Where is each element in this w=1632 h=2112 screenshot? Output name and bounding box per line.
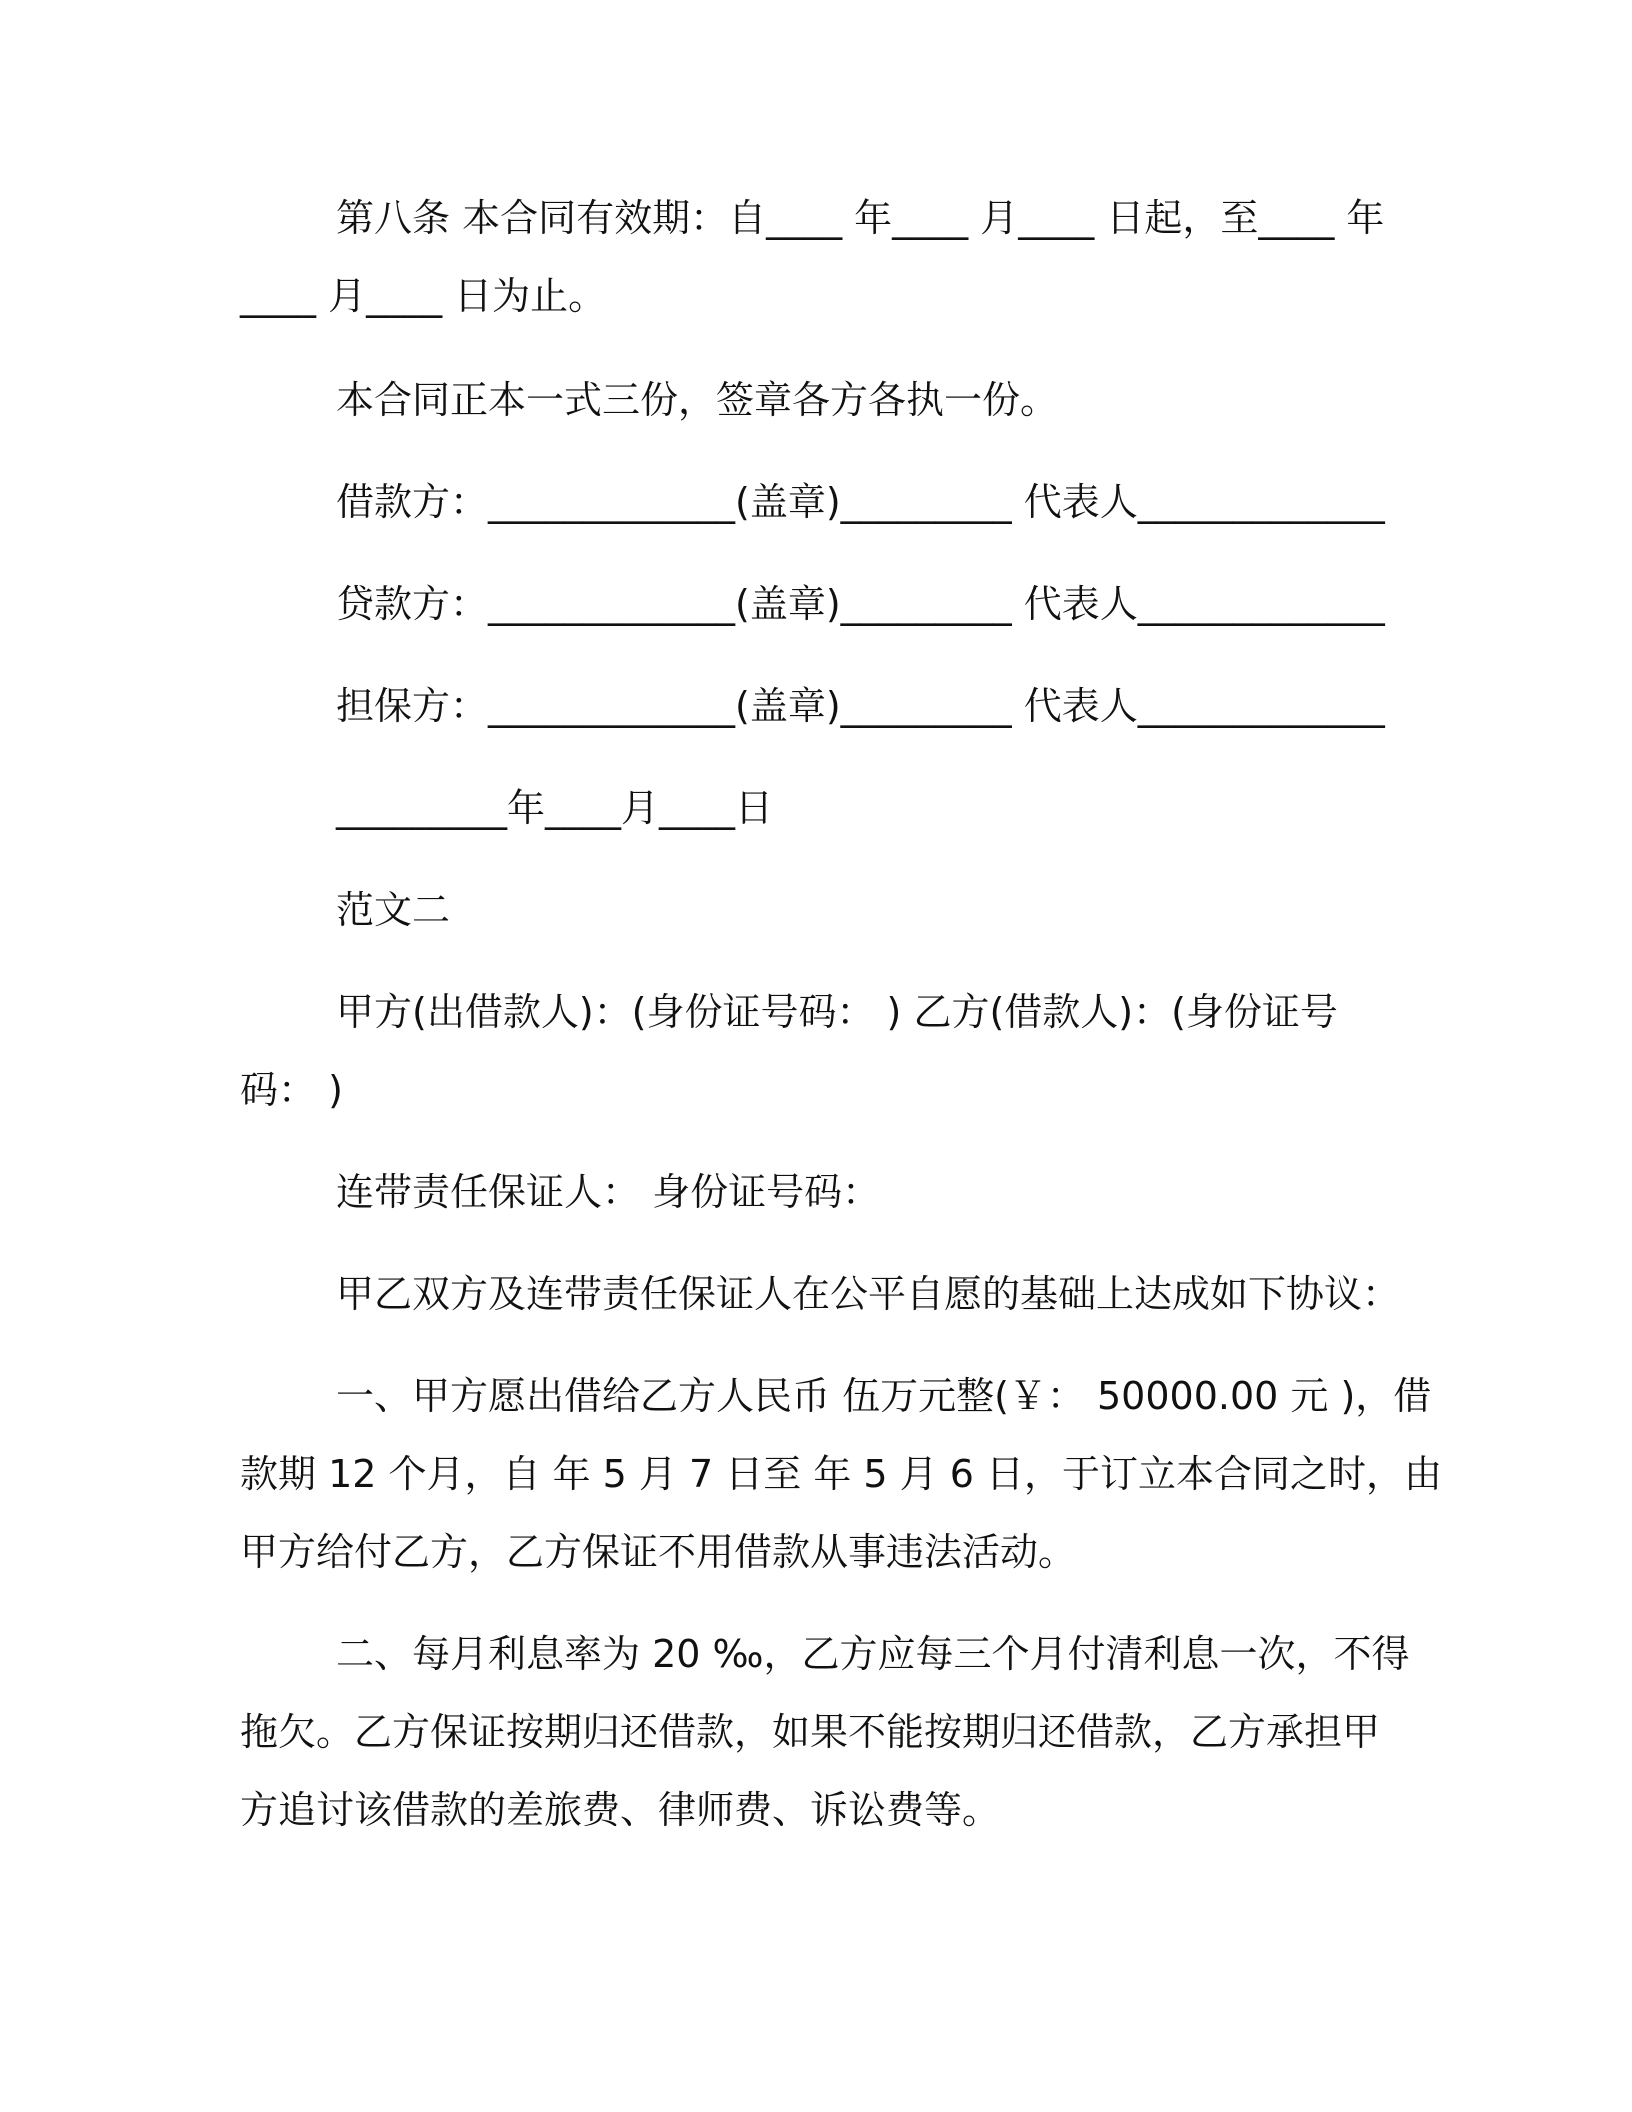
agreement-intro: 甲乙双方及连带责任保证人在公平自愿的基础上达成如下协议：: [336, 1272, 1401, 1316]
clause1-line2: 款期 12 个月，自 年 5 月 7 日至 年 5 月 6 日，于订立本合同之时，由: [240, 1452, 1443, 1496]
article8-line1: 第八条 本合同有效期：自____ 年____ 月____ 日起，至____ 年: [336, 196, 1385, 240]
guarantor-info: 连带责任保证人： 身份证号码：: [336, 1170, 881, 1214]
clause2-line2: 拖欠。乙方保证按期归还借款，如果不能按期归还借款，乙方承担甲: [240, 1710, 1381, 1754]
article8-line2: ____ 月____ 日为止。: [240, 274, 607, 318]
date-line: _________年____月____日: [336, 786, 774, 830]
clause1-line1: 一、甲方愿出借给乙方人民币 伍万元整(￥： 50000.00 元 )，借: [336, 1374, 1432, 1418]
lender-signature-line: 贷款方：_____________(盖章)_________ 代表人_____________: [336, 582, 1385, 626]
parties-line2: 码： ): [240, 1068, 343, 1112]
borrower-signature-line: 借款方：_____________(盖章)_________ 代表人_____________: [336, 480, 1385, 524]
sample2-title: 范文二: [336, 888, 451, 932]
parties-line1: 甲方(出借款人)：(身份证号码： ) 乙方(借款人)：(身份证号: [336, 990, 1338, 1034]
clause2-line1: 二、每月利息率为 20 ‰，乙方应每三个月付清利息一次，不得: [336, 1632, 1410, 1676]
clause1-line3: 甲方给付乙方，乙方保证不用借款从事违法活动。: [240, 1530, 1077, 1574]
clause2-line3: 方追讨该借款的差旅费、律师费、诉讼费等。: [240, 1788, 1001, 1832]
copies-statement: 本合同正本一式三份，签章各方各执一份。: [336, 378, 1059, 422]
guarantor-signature-line: 担保方：_____________(盖章)_________ 代表人_____________: [336, 684, 1385, 728]
